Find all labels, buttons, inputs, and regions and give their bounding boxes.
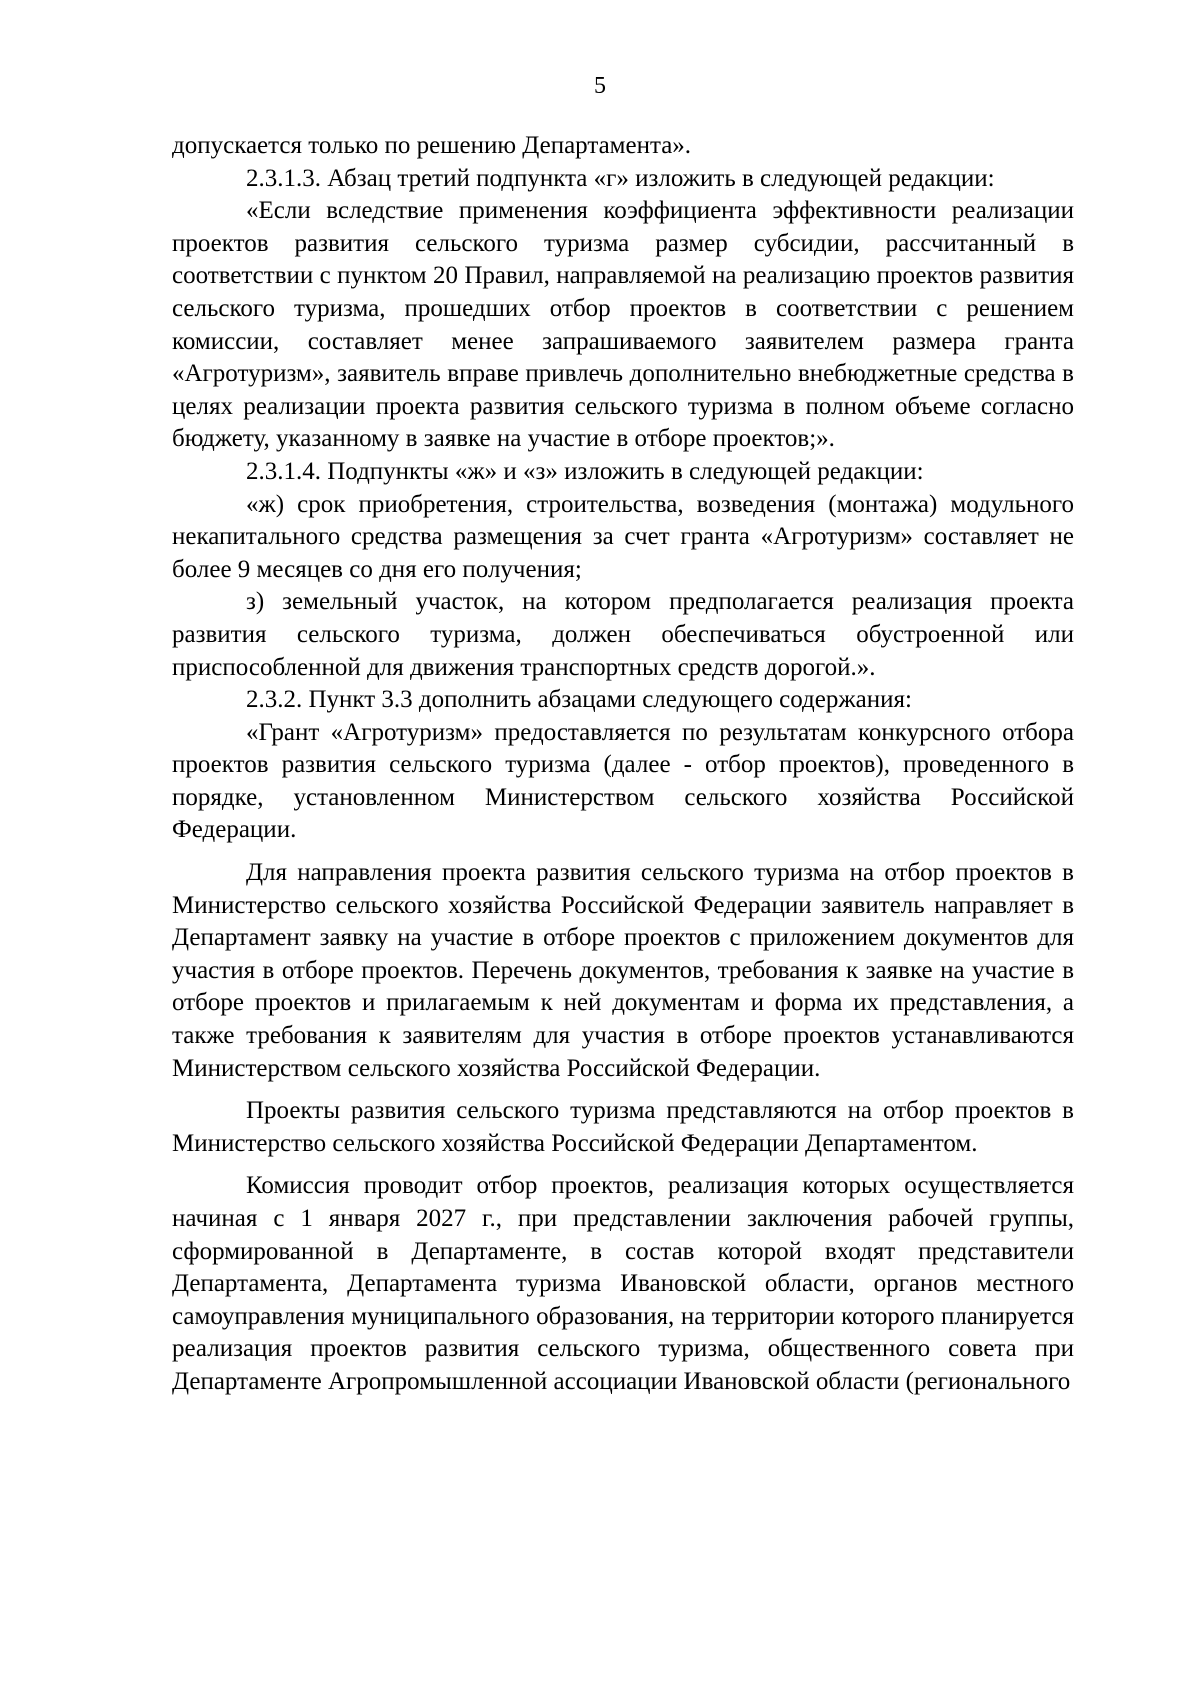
paragraph-2-3-1-4: 2.3.1.4. Подпункты «ж» и «з» изложить в следующей редакции: [246, 457, 924, 485]
paragraph-continuation: допускается только по решению Департамента». [172, 132, 692, 159]
paragraph-2-3-2: 2.3.2. Пункт 3.3 дополнить абзацами следующего содержания: [246, 686, 912, 714]
paragraph-projects-submission: Проекты развития сельского туризма представляются на отбор проектов в Министерство сельского хозяйства Российской Федерации Департаментом. [172, 1097, 1074, 1157]
paragraph-2-3-1-3: 2.3.1.3. Абзац третий подпункта «г» изложить в следующей редакции: [246, 164, 995, 192]
paragraph-grant-coefficient: «Если вследствие применения коэффициента эффективности реализации проектов развития сельского туризма размер субсидии, рассчитанный в соответствии с пунктом 20 Правил, направляемой на реализацию проектов развития сельского туризма, прошедших отбор проектов в соответствии с решением комиссии, составляет менее запрашиваемого заявителем размера гранта «Агротуризм», заявитель вправе привлечь дополнительно внебюджетные средства в целях реализации проекта развития сельского туризма в полном объеме согласно бюджету, указанному в заявке на участие в отборе проектов;». [172, 197, 1074, 453]
paragraph-subitem-z: з) земельный участок, на котором предполагается реализация проекта развития сельского туризма, должен обеспечиваться обустроенной или приспособленной для движения транспортных средств дорогой.». [172, 588, 1074, 681]
paragraph-application-submission: Для направления проекта развития сельского туризма на отбор проектов в Министерство сельского хозяйства Российской Федерации заявитель направляет в Департамент заявку на участие в отборе проектов с приложением документов для участия в отборе проектов. Перечень документов, требования к заявке на участие в отборе проектов и прилагаемым к ней документам и форма их представления, а также требования к заявителям для участия в отборе проектов устанавливаются Министерством сельского хозяйства Российской Федерации. [172, 859, 1074, 1082]
document-body [172, 130, 1074, 1399]
page-number: 5 [594, 73, 606, 99]
paragraph-grant-agrotourism: «Грант «Агротуризм» предоставляется по результатам конкурсного отбора проектов развития сельского туризма (далее - отбор проектов), проведенного в порядке, установленном Министерством сельского хозяйства Российской Федерации. [172, 718, 1074, 844]
paragraph-commission-selection: Комиссия проводит отбор проектов, реализация которых осуществляется начиная с 1 января 2027 г., при представлении заключения рабочей группы, сформированной в Департаменте, в состав которой входят представители Департамента, Департамента туризма Ивановской области, органов местного самоуправления муниципального образования, на территории которого планируется реализация проектов развития сельского туризма, общественного совета при Департаменте Агропромышленной ассоциации Ивановской области (регионального [172, 1172, 1074, 1395]
paragraph-subitem-zh: «ж) срок приобретения, строительства, возведения (монтажа) модульного некапитального средства размещения за счет гранта «Агротуризм» составляет не более 9 месяцев со дня его получения; [172, 490, 1074, 583]
